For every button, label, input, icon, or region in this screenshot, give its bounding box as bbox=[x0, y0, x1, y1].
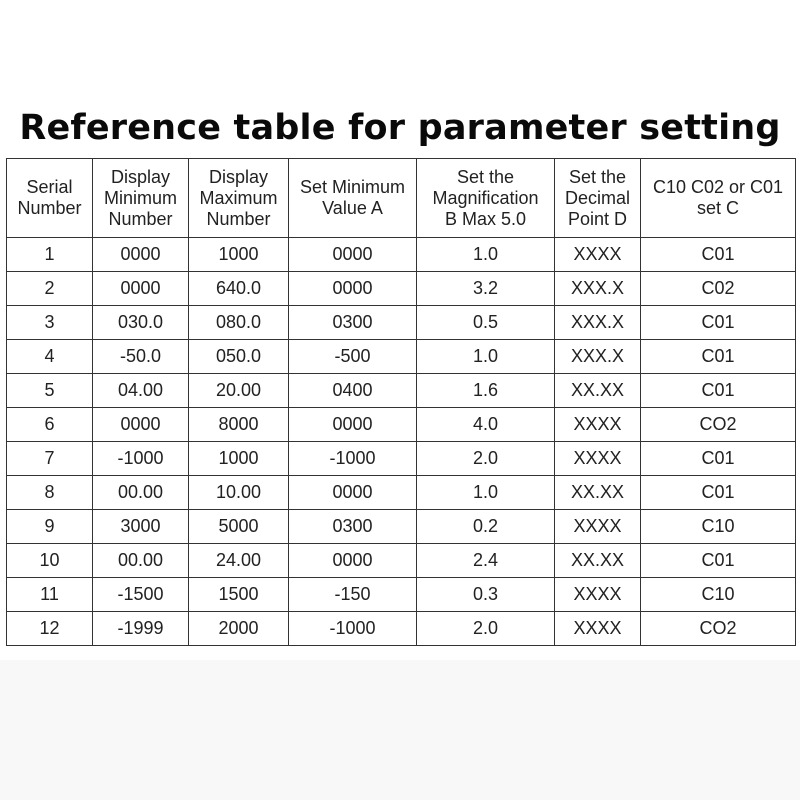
table-row bbox=[7, 408, 796, 442]
cell-magnification-b: 2.0 bbox=[417, 442, 555, 476]
cell-set-min-a: 0000 bbox=[289, 408, 417, 442]
cell-set-min-a: -1000 bbox=[289, 442, 417, 476]
table-row bbox=[7, 612, 796, 646]
cell-decimal-d: XXXX bbox=[555, 510, 641, 544]
cell-decimal-d: XX.XX bbox=[555, 476, 641, 510]
cell-display-max: 050.0 bbox=[189, 340, 289, 374]
header-display-minimum: Display Minimum Number bbox=[93, 159, 189, 238]
cell-magnification-b: 1.0 bbox=[417, 340, 555, 374]
cell-serial: 1 bbox=[7, 238, 93, 272]
header-set-minimum-a: Set Minimum Value A bbox=[289, 159, 417, 238]
cell-display-max: 10.00 bbox=[189, 476, 289, 510]
cell-decimal-d: XXX.X bbox=[555, 306, 641, 340]
cell-display-min: -50.0 bbox=[93, 340, 189, 374]
cell-display-max: 1500 bbox=[189, 578, 289, 612]
cell-serial: 8 bbox=[7, 476, 93, 510]
table-header-row bbox=[7, 159, 796, 238]
table-body bbox=[7, 238, 796, 646]
cell-set-c: C01 bbox=[641, 306, 796, 340]
cell-display-min: 030.0 bbox=[93, 306, 189, 340]
cell-set-c: C02 bbox=[641, 272, 796, 306]
cell-display-max: 1000 bbox=[189, 238, 289, 272]
cell-set-c: C01 bbox=[641, 476, 796, 510]
table-row bbox=[7, 578, 796, 612]
cell-display-max: 080.0 bbox=[189, 306, 289, 340]
table-row bbox=[7, 544, 796, 578]
cell-set-min-a: -150 bbox=[289, 578, 417, 612]
cell-set-min-a: 0300 bbox=[289, 306, 417, 340]
table-row bbox=[7, 510, 796, 544]
table-row bbox=[7, 476, 796, 510]
cell-display-max: 24.00 bbox=[189, 544, 289, 578]
cell-magnification-b: 1.0 bbox=[417, 238, 555, 272]
reference-table bbox=[6, 158, 796, 646]
cell-display-max: 640.0 bbox=[189, 272, 289, 306]
cell-set-c: C01 bbox=[641, 340, 796, 374]
cell-set-min-a: -1000 bbox=[289, 612, 417, 646]
cell-set-c: C01 bbox=[641, 544, 796, 578]
cell-set-min-a: -500 bbox=[289, 340, 417, 374]
table-row bbox=[7, 340, 796, 374]
cell-display-min: 04.00 bbox=[93, 374, 189, 408]
cell-serial: 6 bbox=[7, 408, 93, 442]
table-row bbox=[7, 306, 796, 340]
cell-decimal-d: XX.XX bbox=[555, 374, 641, 408]
cell-display-min: 0000 bbox=[93, 408, 189, 442]
table-row bbox=[7, 238, 796, 272]
header-decimal-point-d: Set the Decimal Point D bbox=[555, 159, 641, 238]
cell-set-c: C01 bbox=[641, 442, 796, 476]
cell-decimal-d: XXXX bbox=[555, 408, 641, 442]
cell-set-c: C01 bbox=[641, 374, 796, 408]
cell-decimal-d: XXXX bbox=[555, 442, 641, 476]
cell-magnification-b: 1.0 bbox=[417, 476, 555, 510]
cell-set-min-a: 0400 bbox=[289, 374, 417, 408]
cell-set-c: C10 bbox=[641, 578, 796, 612]
cell-decimal-d: XXXX bbox=[555, 578, 641, 612]
cell-serial: 10 bbox=[7, 544, 93, 578]
table-row bbox=[7, 374, 796, 408]
cell-set-c: C01 bbox=[641, 238, 796, 272]
cell-serial: 9 bbox=[7, 510, 93, 544]
cell-display-min: 0000 bbox=[93, 272, 189, 306]
bottom-blank-area bbox=[0, 660, 800, 800]
cell-serial: 11 bbox=[7, 578, 93, 612]
cell-magnification-b: 0.5 bbox=[417, 306, 555, 340]
cell-serial: 5 bbox=[7, 374, 93, 408]
cell-serial: 7 bbox=[7, 442, 93, 476]
cell-magnification-b: 1.6 bbox=[417, 374, 555, 408]
cell-display-min: -1500 bbox=[93, 578, 189, 612]
cell-display-min: -1999 bbox=[93, 612, 189, 646]
cell-magnification-b: 2.4 bbox=[417, 544, 555, 578]
cell-magnification-b: 3.2 bbox=[417, 272, 555, 306]
cell-magnification-b: 0.2 bbox=[417, 510, 555, 544]
header-display-maximum: Display Maximum Number bbox=[189, 159, 289, 238]
table-row bbox=[7, 442, 796, 476]
cell-set-min-a: 0000 bbox=[289, 544, 417, 578]
cell-magnification-b: 0.3 bbox=[417, 578, 555, 612]
cell-serial: 3 bbox=[7, 306, 93, 340]
cell-decimal-d: XXX.X bbox=[555, 272, 641, 306]
cell-magnification-b: 2.0 bbox=[417, 612, 555, 646]
cell-decimal-d: XX.XX bbox=[555, 544, 641, 578]
cell-decimal-d: XXX.X bbox=[555, 340, 641, 374]
cell-serial: 12 bbox=[7, 612, 93, 646]
cell-display-max: 20.00 bbox=[189, 374, 289, 408]
header-magnification-b: Set the Magnification B Max 5.0 bbox=[417, 159, 555, 238]
cell-display-min: -1000 bbox=[93, 442, 189, 476]
cell-decimal-d: XXXX bbox=[555, 612, 641, 646]
cell-display-max: 5000 bbox=[189, 510, 289, 544]
cell-display-min: 00.00 bbox=[93, 544, 189, 578]
cell-set-min-a: 0000 bbox=[289, 476, 417, 510]
page-title: Reference table for parameter setting bbox=[19, 108, 781, 149]
cell-display-max: 2000 bbox=[189, 612, 289, 646]
header-set-c: C10 C02 or C01 set C bbox=[641, 159, 796, 238]
cell-set-min-a: 0300 bbox=[289, 510, 417, 544]
cell-display-max: 1000 bbox=[189, 442, 289, 476]
cell-serial: 2 bbox=[7, 272, 93, 306]
cell-set-c: CO2 bbox=[641, 408, 796, 442]
cell-set-min-a: 0000 bbox=[289, 272, 417, 306]
cell-set-min-a: 0000 bbox=[289, 238, 417, 272]
cell-display-min: 0000 bbox=[93, 238, 189, 272]
cell-display-min: 3000 bbox=[93, 510, 189, 544]
cell-decimal-d: XXXX bbox=[555, 238, 641, 272]
cell-set-c: C10 bbox=[641, 510, 796, 544]
header-serial-number: Serial Number bbox=[7, 159, 93, 238]
cell-set-c: CO2 bbox=[641, 612, 796, 646]
cell-display-max: 8000 bbox=[189, 408, 289, 442]
cell-display-min: 00.00 bbox=[93, 476, 189, 510]
cell-serial: 4 bbox=[7, 340, 93, 374]
table-row bbox=[7, 272, 796, 306]
cell-magnification-b: 4.0 bbox=[417, 408, 555, 442]
